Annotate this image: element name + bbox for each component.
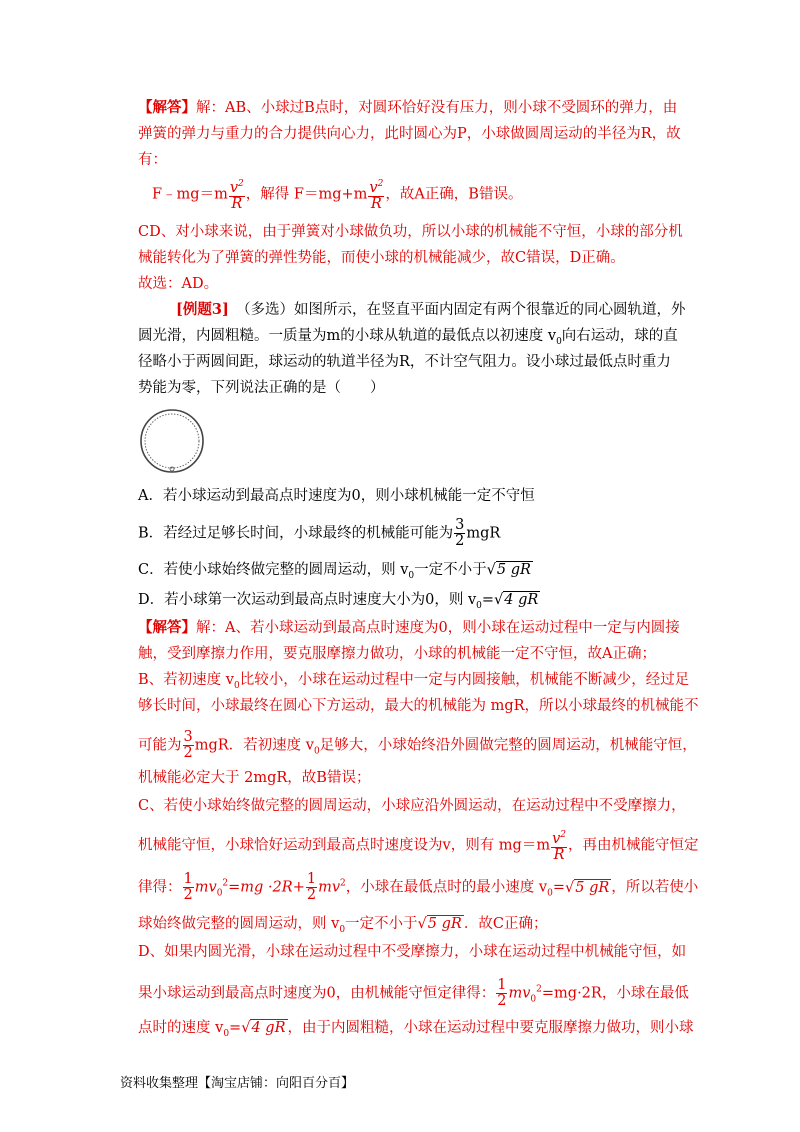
fraction-1-over-2: $\frac{1}{2}$ (306, 871, 317, 903)
fraction-3-over-2: $\frac{3}{2}$ (183, 729, 193, 761)
concentric-circles-icon (138, 408, 210, 474)
option-d: D．若小球第一次运动到最高点时速度大小为0，则 $v_0=√4$ gR (138, 592, 539, 611)
sqrt-4gR: √4 gR (494, 592, 539, 608)
sqrt-4gR: √4 gR (241, 1020, 286, 1036)
example3-line4: 势能为零，下列说法正确的是（ ） (138, 380, 385, 396)
example3-line2: 圆光滑，内圆粗糙。一质量为m的小球从轨道的最低点以初速度 $v_0$向右运动，球的直 (138, 328, 678, 347)
analysis2-d3: 点时的速度 $v_0=√4$ gR ，由于内圆粗糙，小球在运动过程中要克服摩擦力做功，则小球 (138, 1020, 694, 1039)
analysis2-b2: 够长时间，小球最终在圆心下方运动，最大的机械能为 mgR，所以小球最终的机械能不 (138, 698, 699, 714)
fraction-v2-over-R: $\frac{v^2}{R}$ (552, 830, 567, 863)
analysis-label: 【解答】 (138, 99, 196, 116)
analysis1-line3: 有： (138, 152, 167, 168)
analysis2-a2: 触，受到摩擦力作用，要克服摩擦力做功，小球的机械能一定不守恒，故A正确； (138, 646, 656, 662)
analysis1-cd-line1: CD、对小球来说，由于弹簧对小球做负功，所以小球的机械能不守恒，小球的部分机 (138, 224, 683, 240)
analysis1-equation: F﹣mg＝m $\frac{v^2}{R}$ ，解得 F＝mg+m $\frac{v^2}{R}$ ，故A正确，B错误。 (152, 179, 523, 212)
analysis2-c1: C、若使小球始终做完整的圆周运动，小球应沿外圆运动，在运动过程中不受摩擦力， (138, 798, 686, 814)
analysis2-d1: D、如果内圆光滑，小球在运动过程中不受摩擦力，小球在运动过程中机械能守恒，如 (138, 944, 687, 960)
sqrt-5gR: √5 gR (564, 879, 610, 896)
fraction-1-over-2: $\frac{1}{2}$ (497, 977, 507, 1009)
sqrt-5gR: √5 gR (417, 916, 462, 932)
option-a: A．若小球运动到最高点时速度为0，则小球机械能一定不守恒 (138, 488, 535, 504)
analysis1-cd-line2: 械能转化为了弹簧的弹性势能，而使小球的机械能减少，故C错误，D正确。 (138, 250, 625, 266)
analysis2-b4: 机械能必定大于 2mgR，故B错误； (138, 770, 371, 786)
fraction-1-over-2: $\frac{1}{2}$ (183, 871, 193, 903)
page-footer: 资料收集整理【淘宝店铺：向阳百分百】 (120, 1076, 355, 1091)
concentric-track-figure (138, 408, 210, 478)
fraction-3-over-2: $\frac{3}{2}$ (455, 517, 465, 549)
option-b: B．若经过足够长时间，小球最终的机械能可能为 $\frac{3}{2}$ mgR (138, 517, 501, 549)
example3-line1: [例题3] （多选）如图所示，在竖直平面内固定有两个很靠近的同心圆轨道，外 (176, 301, 686, 318)
analysis2-b1: B、若初速度 $v_0$比较小，小球在运动过程中一定与内圆接触，机械能不断减少，经过足 (138, 672, 690, 691)
analysis-label: 【解答】 (138, 619, 196, 636)
analysis2-a1: 【解答】解：A、若小球运动到最高点时速度为0，则小球在运动过程中一定与内圆接 (138, 619, 680, 636)
example-label: [例题3] (176, 301, 229, 318)
analysis1-answer: 故选：AD。 (138, 276, 219, 292)
analysis1-line2: 弹簧的弹力与重力的合力提供向心力，此时圆心为P，小球做圆周运动的半径为R，故 (138, 126, 681, 142)
analysis2-d2: 果小球运动到最高点时速度为0，由机械能守恒定律得： $\frac{1}{2}$ $mv_0^2=mg\cdot 2R$，小球在最低 (138, 977, 689, 1009)
fraction-v2-over-R: $\frac{v^2}{R}$ (369, 179, 384, 212)
analysis2-c2: 机械能守恒，小球恰好运动到最高点时速度设为v，则有 mg＝m $\frac{v^2}{R}$ ，再由机械能守恒定 (138, 830, 699, 863)
example3-line3: 径略小于两圆间距，球运动的轨道半径为R，不计空气阻力。设小球过最低点时重力 (138, 354, 671, 370)
sqrt-5gR: √5 gR (486, 562, 531, 578)
analysis2-c4: 球始终做完整的圆周运动，则 $v_0$一定不小于√5 gR ．故C正确； (138, 916, 548, 935)
option-c: C．若使小球始终做完整的圆周运动，则 $v_0$一定不小于√5 gR (138, 562, 531, 581)
analysis1-line1: 【解答】解：AB、小球过B点时，对圆环恰好没有压力，则小球不受圆环的弹力，由 (138, 99, 678, 116)
analysis2-c3: 律得： $\frac{1}{2}$ $mv_0^2=mg \cdot 2R+$ $\frac{1}{2}$ $mv^2$，小球在最低点时的最小速度 $v_0=√5$ gR ，所以若使小 (138, 871, 699, 903)
analysis2-b3: 可能为 $\frac{3}{2}$ mgR．若初速度 $v_0$足够大，小球始终沿外圆做完整的圆周运动，机械能守恒， (138, 729, 697, 761)
fraction-v2-over-R: $\frac{v^2}{R}$ (229, 179, 244, 212)
